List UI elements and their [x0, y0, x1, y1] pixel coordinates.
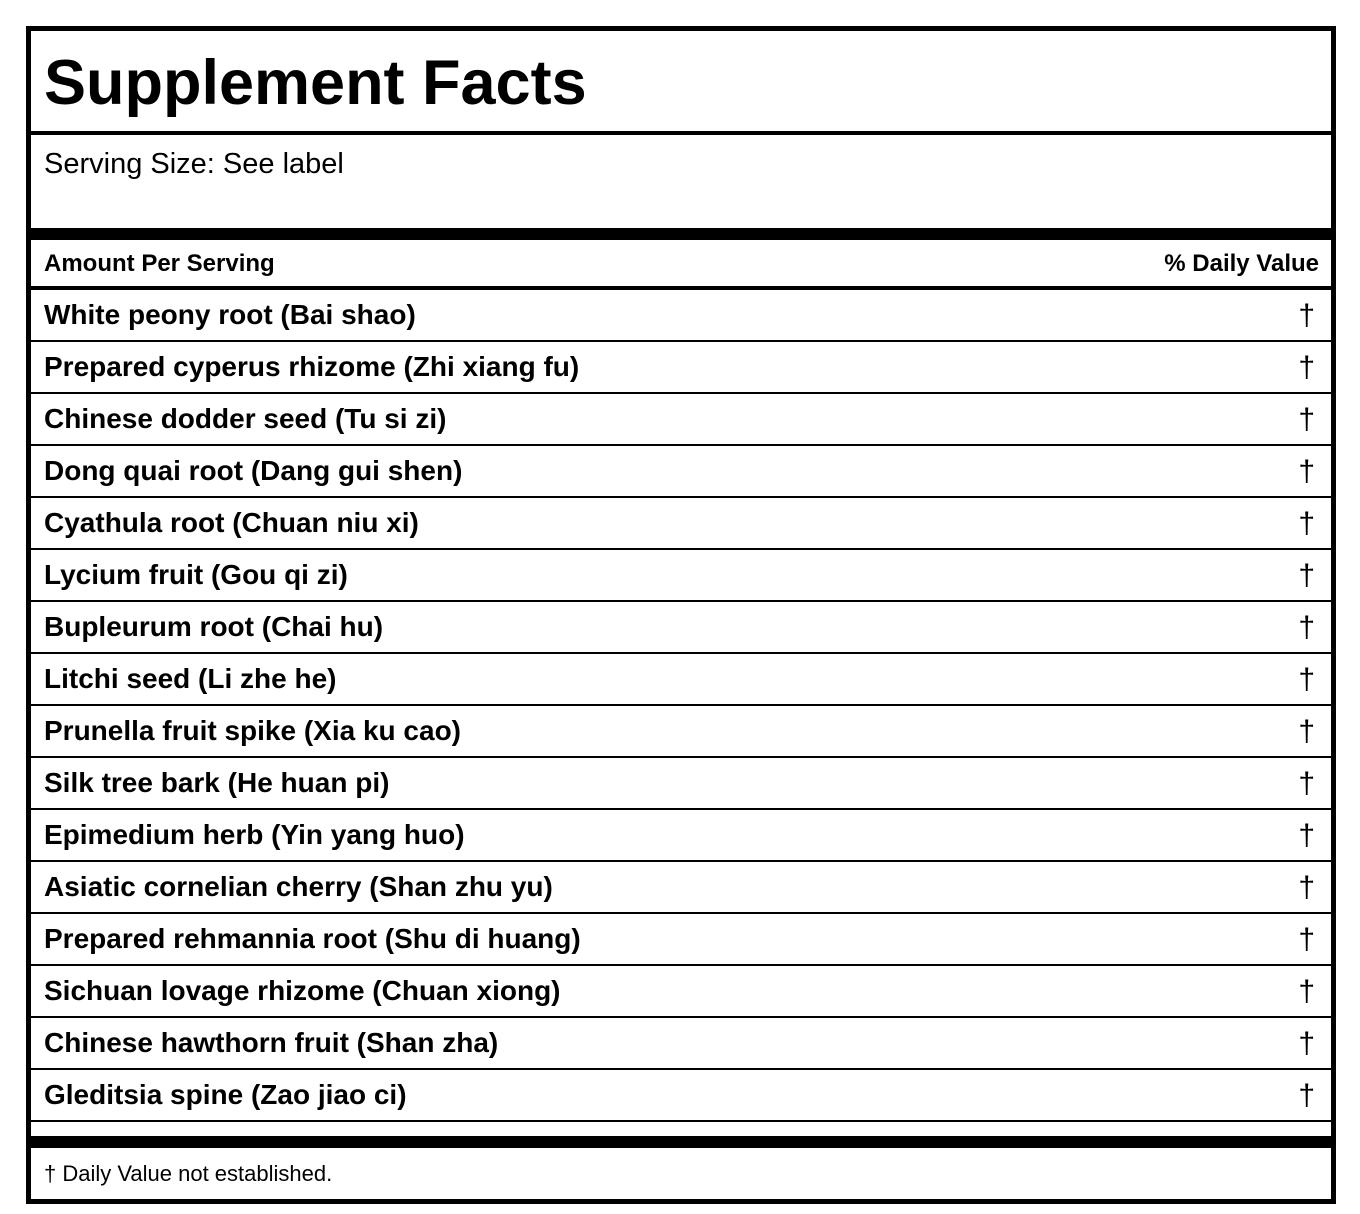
ingredient-list [31, 290, 1331, 1122]
ingredient-daily-value: † [1298, 715, 1315, 748]
ingredient-daily-value: † [1298, 871, 1315, 904]
ingredient-row [31, 290, 1331, 342]
ingredient-name: Litchi seed (Li zhe he) [44, 663, 337, 694]
ingredient-name: Chinese dodder seed (Tu si zi) [44, 403, 447, 434]
ingredient-row [31, 862, 1331, 914]
ingredient-row [31, 758, 1331, 810]
thick-divider-bottom [31, 1136, 1331, 1148]
ingredient-daily-value: † [1298, 351, 1315, 384]
ingredient-name: Prepared rehmannia root (Shu di huang) [44, 923, 581, 954]
ingredient-name: Bupleurum root (Chai hu) [44, 611, 384, 642]
ingredient-daily-value: † [1298, 507, 1315, 540]
ingredient-row [31, 498, 1331, 550]
ingredient-row [31, 914, 1331, 966]
daily-value-header: % Daily Value [1164, 250, 1319, 277]
amount-per-serving-header: Amount Per Serving [44, 250, 275, 277]
ingredient-name: Chinese hawthorn fruit (Shan zha) [44, 1027, 499, 1058]
ingredient-row [31, 342, 1331, 394]
column-header-row [31, 240, 1331, 290]
ingredient-daily-value: † [1298, 819, 1315, 852]
ingredient-name: Asiatic cornelian cherry (Shan zhu yu) [44, 871, 553, 902]
ingredient-daily-value: † [1298, 455, 1315, 488]
ingredient-daily-value: † [1298, 611, 1315, 644]
ingredient-name: Cyathula root (Chuan niu xi) [44, 507, 419, 538]
footnote: † Daily Value not established. [44, 1161, 333, 1186]
ingredient-row [31, 810, 1331, 862]
ingredient-daily-value: † [1298, 1079, 1315, 1112]
thick-divider-top [31, 228, 1331, 240]
ingredient-name: Prepared cyperus rhizome (Zhi xiang fu) [44, 351, 580, 382]
serving-size: Serving Size: See label [44, 148, 344, 180]
ingredient-name: Prunella fruit spike (Xia ku cao) [44, 715, 462, 746]
ingredient-name: Lycium fruit (Gou qi zi) [44, 559, 348, 590]
ingredient-name: Dong quai root (Dang gui shen) [44, 455, 463, 486]
ingredient-row [31, 1018, 1331, 1070]
ingredient-name: Silk tree bark (He huan pi) [44, 767, 390, 798]
ingredient-daily-value: † [1298, 299, 1315, 332]
ingredient-name: Gleditsia spine (Zao jiao ci) [44, 1079, 407, 1110]
ingredient-row [31, 550, 1331, 602]
ingredient-row [31, 706, 1331, 758]
title-block [31, 31, 1331, 135]
ingredient-daily-value: † [1298, 975, 1315, 1008]
ingredient-daily-value: † [1298, 1027, 1315, 1060]
ingredient-daily-value: † [1298, 403, 1315, 436]
serving-block [31, 135, 1331, 228]
ingredient-daily-value: † [1298, 767, 1315, 800]
ingredient-name: Sichuan lovage rhizome (Chuan xiong) [44, 975, 561, 1006]
ingredient-daily-value: † [1298, 663, 1315, 696]
ingredient-row [31, 966, 1331, 1018]
ingredient-row [31, 654, 1331, 706]
ingredient-name: Epimedium herb (Yin yang huo) [44, 819, 465, 850]
ingredient-row [31, 1070, 1331, 1122]
panel-title: Supplement Facts [44, 48, 587, 118]
ingredient-row [31, 446, 1331, 498]
footnote-block [31, 1148, 1331, 1199]
ingredient-daily-value: † [1298, 559, 1315, 592]
supplement-facts-panel [26, 26, 1336, 1204]
ingredient-row [31, 602, 1331, 654]
ingredient-row [31, 394, 1331, 446]
ingredient-name: White peony root (Bai shao) [44, 299, 416, 330]
ingredient-daily-value: † [1298, 923, 1315, 956]
